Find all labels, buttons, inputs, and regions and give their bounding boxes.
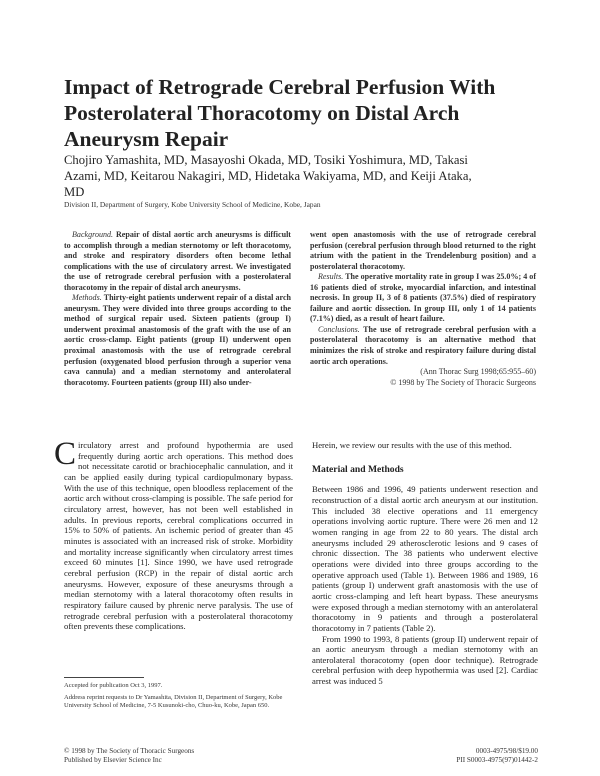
footnotes: [64, 682, 292, 714]
abstract-right-column: [310, 230, 536, 388]
affiliation: Division II, Department of Surgery, Kobe University School of Medicine, Kobe, Japan: [64, 200, 321, 209]
introduction-text: irculatory arrest and profound hypothermia are used frequently during aortic arch operations. This method does not necessitate carotid or brachiocephalic cannulation, and it can be applied easily during typical cardiopulmonary bypass. With the use of this technique, open bloodless replacement of the aortic arch without cross-clamping is possible. The safe period for circulatory arrest, however, has not been well established in adults. In previous reports, cerebral complications occurred in 15% to 50% of patients. An ischemic period of greater than 45 minutes is associated with an increased risk of stroke. Morbidity and mortality increase significantly when circulatory arrest times exceed 60 minutes [1]. Since 1990, we have used retrograde cerebral perfusion (RCP) in the repair of distal aortic arch aneurysms. However, exposure of these aneurysms through a median sternotomy with a lateral thoracotomy often results in respiratory failure caused by phrenic nerve paralysis. The use of retrograde cerebral perfusion with a posterolateral thoracotomy often prevents these complications.: [64, 440, 293, 632]
background-label: Background.: [72, 230, 114, 239]
results-text: The operative mortality rate in group I was 25.0%; 4 of 16 patients died of stroke, myocardial infarction, and intestinal necrosis. In group II, 3 of 8 patients (37.5%) died of respiratory failure and aortic dissection. In group III, only 1 of 14 patients (7.1%) died, as a result of heart failure.: [310, 272, 536, 324]
results-label: Results.: [318, 272, 344, 282]
introduction-paragraph: [54, 436, 293, 632]
reprint-note: Address reprint requests to Dr Yamashita, Division II, Department of Surgery, Kobe University School of Medicine, 7-5 Kusunoki-cho, Chuo-ku, Kobe, Japan 650.: [64, 693, 283, 710]
section-heading: Material and Methods: [312, 463, 404, 475]
footer-pii: PII S0003-4975(97)01442-2: [456, 756, 538, 764]
methods-paragraph-1: Between 1986 and 1996, 49 patients underwent resection and reconstruction of a distal aortic arch aneurysm at our institution. This included 38 elective operations and 11 emergency operations involving aortic rupture. There were 26 men and 12 women ranging in age from 22 to 80 years. The distal arch aneurysms included 29 atherosclerotic lesions and 9 cases of chronic dissection. The 38 patients who underwent elective operations were divided into three groups according to the operative approach used (Table 1). Between 1986 and 1989, 16 patients (group I) underwent graft anastomosis with the use of aortic cross-clamping and left heart bypass. These aneurysms were exposed through a median sternotomy with an anterolateral thoracotomy in 9 patients and through a posterolateral thoracotomy in 7 patients (Table 2).: [312, 484, 538, 633]
accepted-note: Accepted for publication Oct 3, 1997.: [64, 682, 163, 689]
background-text: Repair of distal aortic arch aneurysms is difficult to accomplish through a median sternotomy or left thoracotomy, and stroke and respiratory disorders often become lethal complications with the use of circulatory arrest. We investigated the use of retrograde cerebral perfusion with a posterolateral thoracotomy in the repair of distal arch aneurysms.: [64, 230, 291, 292]
methods-paragraph-2: From 1990 to 1993, 8 patients (group II) underwent repair of an aortic aneurysm through a median sternotomy with an anterolateral thoracotomy (open door technique). Retrograde cerebral perfusion with deep hypothermia was used [2]. Cardiac arrest was induced 5: [312, 633, 538, 687]
abstract-results: [310, 272, 536, 325]
journal-citation: (Ann Thorac Surg 1998;65:955–60): [420, 367, 536, 377]
abstract-methods-continued: went open anastomosis with the use of retrograde cerebral perfusion (cerebral perfusion through blood returned to the right atrium with the patient in the Trendelenburg position) and a posterolateral thoracotomy.: [310, 230, 536, 271]
abstract-copyright: © 1998 by The Society of Thoracic Surgeons: [390, 377, 536, 387]
body-right-column: [312, 440, 538, 687]
footnote-divider: [64, 677, 144, 678]
abstract-methods: [64, 293, 291, 388]
introduction-continued: Herein, we review our results with the use of this method.: [312, 440, 512, 450]
article-title: Impact of Retrograde Cerebral Perfusion With Posterolateral Thoracotomy on Distal Arch Aneurysm Repair: [64, 75, 496, 151]
drop-cap: C: [54, 436, 77, 472]
abstract-left-column: [64, 230, 291, 388]
methods-label: Methods.: [72, 293, 102, 303]
footer-issn: 0003-4975/98/$19.00: [475, 747, 538, 755]
conclusions-label: Conclusions.: [318, 324, 360, 334]
body-left-column: [54, 436, 293, 632]
author-list: Chojiro Yamashita, MD, Masayoshi Okada, MD, Tosiki Yoshimura, MD, Takasi Azami, MD, Keitarou Nakagiri, MD, Hidetaka Wakiyama, MD, and Keiji Ataka, MD: [64, 153, 472, 200]
identifier-footer: [420, 747, 538, 765]
methods-text: Thirty-eight patients underwent repair of a distal arch aneurysm. They were divided into three groups according to the method of surgical repair used. Sixteen patients (group I) underwent proximal anastomosis of the graft with the use of an aortic cross-clamp. Eight patients (group II) underwent open proximal anastomosis with the use of retrograde cerebral perfusion (oxygenated blood perfusion through a superior vena cava cannula) and a median sternotomy and anterolateral thoracotomy. Fourteen patients (group III) also under-: [64, 293, 291, 387]
conclusions-text: The use of retrograde cerebral perfusion with a posterolateral thoracotomy is an alternative method that minimizes the risk of stroke and respiratory failure during distal aortic arch operations.: [310, 324, 537, 366]
abstract-conclusions: [310, 325, 536, 367]
footer-copyright: © 1998 by The Society of Thoracic Surgeons: [64, 747, 195, 755]
abstract-background: [64, 230, 291, 293]
footer-publisher: Published by Elsevier Science Inc: [64, 756, 162, 764]
publisher-footer: [64, 747, 194, 765]
